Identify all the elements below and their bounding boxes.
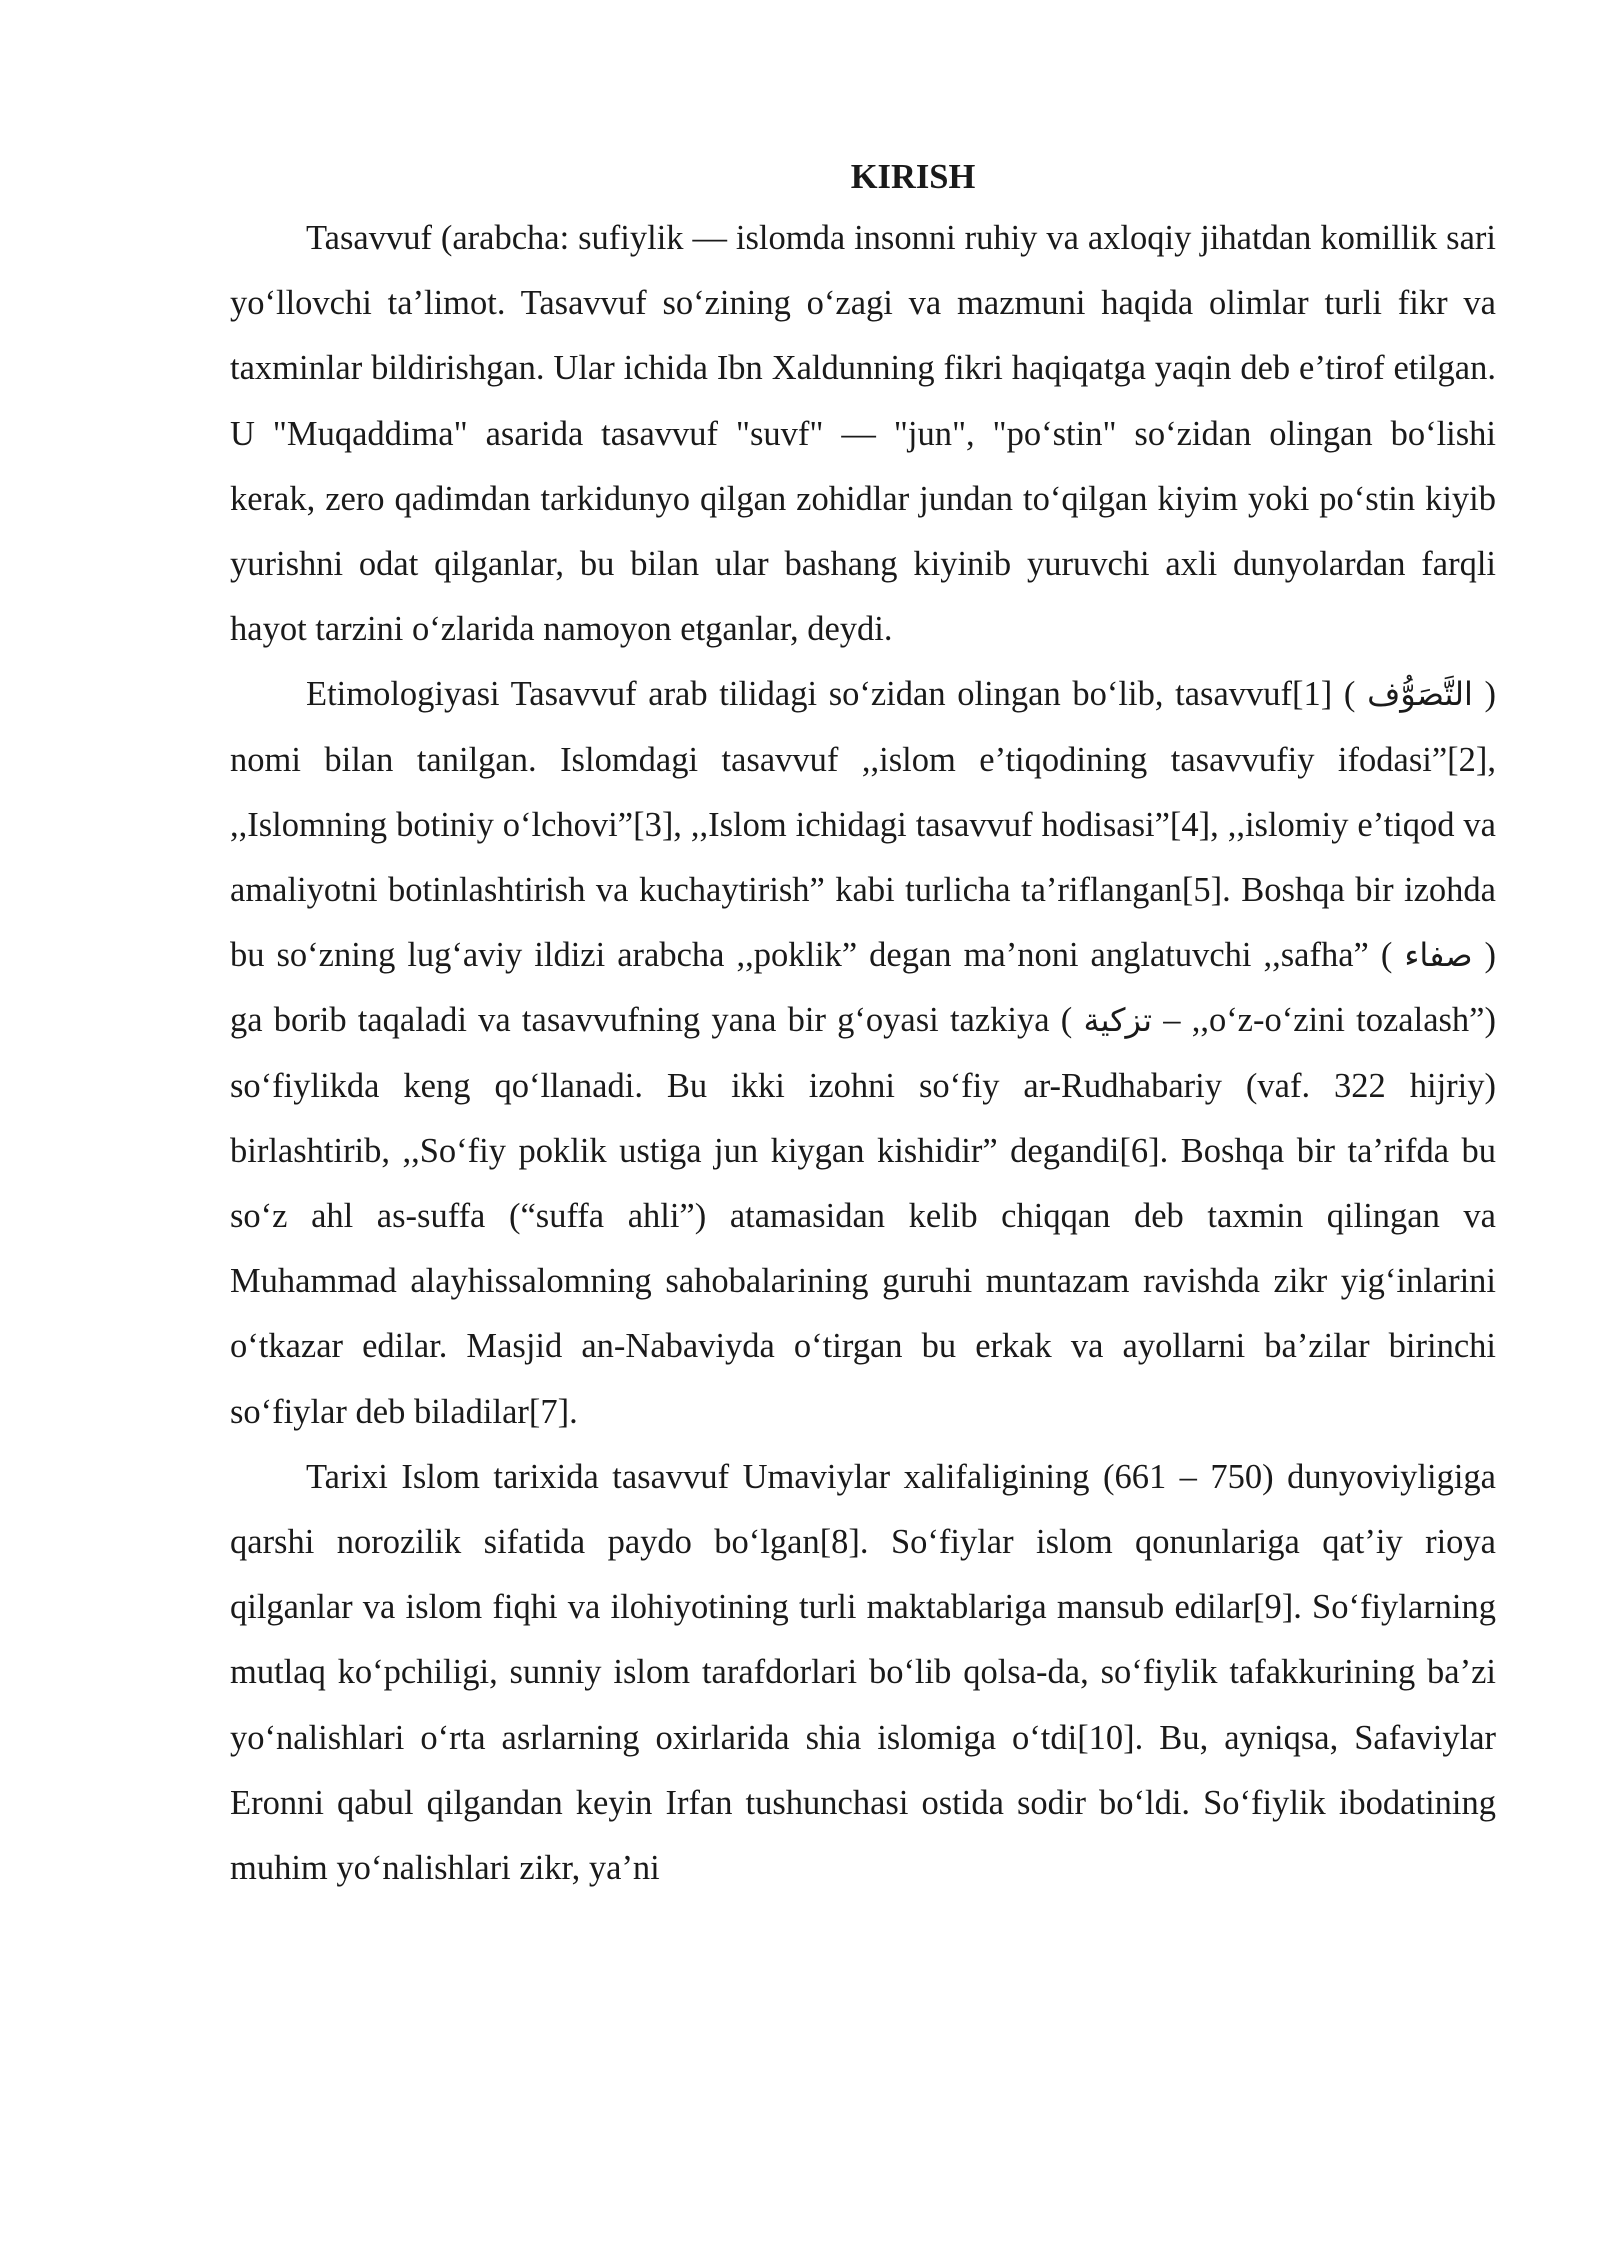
paragraph-text: Etimologiyasi Tasavvuf arab tilidagi so‘zidan olingan bo‘lib, tasavvuf[1] ( xyxy=(306,675,1368,714)
arabic-term-tasawwuf: التَّصَوُّف xyxy=(1367,675,1473,714)
paragraph-text: ) nomi bilan tanilgan. Islomdagi tasavvuf ,,islom e’tiqodining tasavvufiy ifodasi”[2], ,,Islomning botiniy o‘lchovi”[3], ,,Islom ichidagi tasavvuf hodisasi”[4], ,,islomiy e’tiqod va amaliyotni botinlashtirish va kuchaytirish” kabi turlicha ta’riflangan[5]. Boshqa bir izohda bu so‘zning lug‘aviy ildizi arabcha ,,poklik” degan ma’noni anglatuvchi ,,safha” ( xyxy=(230,675,1496,975)
paragraph-history xyxy=(230,1445,1496,1901)
document-body xyxy=(230,148,1496,1901)
paragraph-text: – ,,o‘z-o‘zini tozalash”) so‘fiylikda keng qo‘llanadi. Bu ikki izohni so‘fiy ar-Rudhabariy (vaf. 322 hijriy) birlashtirib, ,,So‘fiy poklik ustiga jun kiygan kishidir” degandi[6]. Boshqa bir ta’rifda bu so‘z ahl as-suffa (“suffa ahli”) atamasidan kelib chiqqan deb taxmin qilingan va Muhammad alayhissalomning sahobalarining guruhi muntazam ravishda zikr yig‘inlarini o‘tkazar edilar. Masjid an-Nabaviyda o‘tirgan bu erkak va ayollarni ba’zilar birinchi so‘fiylar deb biladilar[7]. xyxy=(230,1001,1496,1431)
paragraph-etymology xyxy=(230,662,1496,1444)
paragraph-text: Tarixi Islom tarixida tasavvuf Umaviylar xalifaligining (661 – 750) dunyoviyligiga qarshi norozilik sifatida paydo bo‘lgan[8]. So‘fiylar islom qonunlariga qat’iy rioya qilganlar va islom fiqhi va ilohiyotining turli maktablariga mansub edilar[9]. So‘fiylarning mutlaq ko‘pchiligi, sunniy islom tarafdorlari bo‘lib qolsa-da, so‘fiylik tafakkurining ba’zi yo‘nalishlari o‘rta asrlarning oxirlarida shia islomiga o‘tdi[10]. Bu, ayniqsa, Safaviylar Eronni qabul qilgandan keyin Irfan tushunchasi ostida sodir bo‘ldi. So‘fiylik ibodatining muhim yo‘nalishlari zikr, ya’ni xyxy=(230,1457,1496,1888)
page-title: KIRISH xyxy=(850,158,976,196)
arabic-term-safa: صفاء xyxy=(1404,936,1473,975)
paragraph-text: ) ga borib taqaladi va tasavvufning yana bir g‘oyasi tazkiya ( xyxy=(230,936,1496,1040)
arabic-term-tazkiya: تزكية xyxy=(1083,1001,1153,1040)
paragraph-intro xyxy=(230,206,1496,662)
paragraph-text: Tasavvuf (arabcha: sufiylik — islomda insonni ruhiy va axloqiy jihatdan komillik sari yo‘llovchi ta’limot. Tasavvuf so‘zining o‘zagi va mazmuni haqida olimlar turli fikr va taxminlar bildirishgan. Ular ichida Ibn Xaldunning fikri haqiqatga yaqin deb e’tirof etilgan. U "Muqaddima" asarida tasavvuf "suvf" — "jun", "po‘stin" so‘zidan olingan bo‘lishi kerak, zero qadimdan tarkidunyo qilgan zohidlar jundan to‘qilgan kiyim yoki po‘stin kiyib yurishni odat qilganlar, bu bilan ular bashang kiyinib yuruvchi axli dunyolardan farqli hayot tarzini o‘zlarida namoyon etganlar, deydi. xyxy=(230,219,1496,649)
